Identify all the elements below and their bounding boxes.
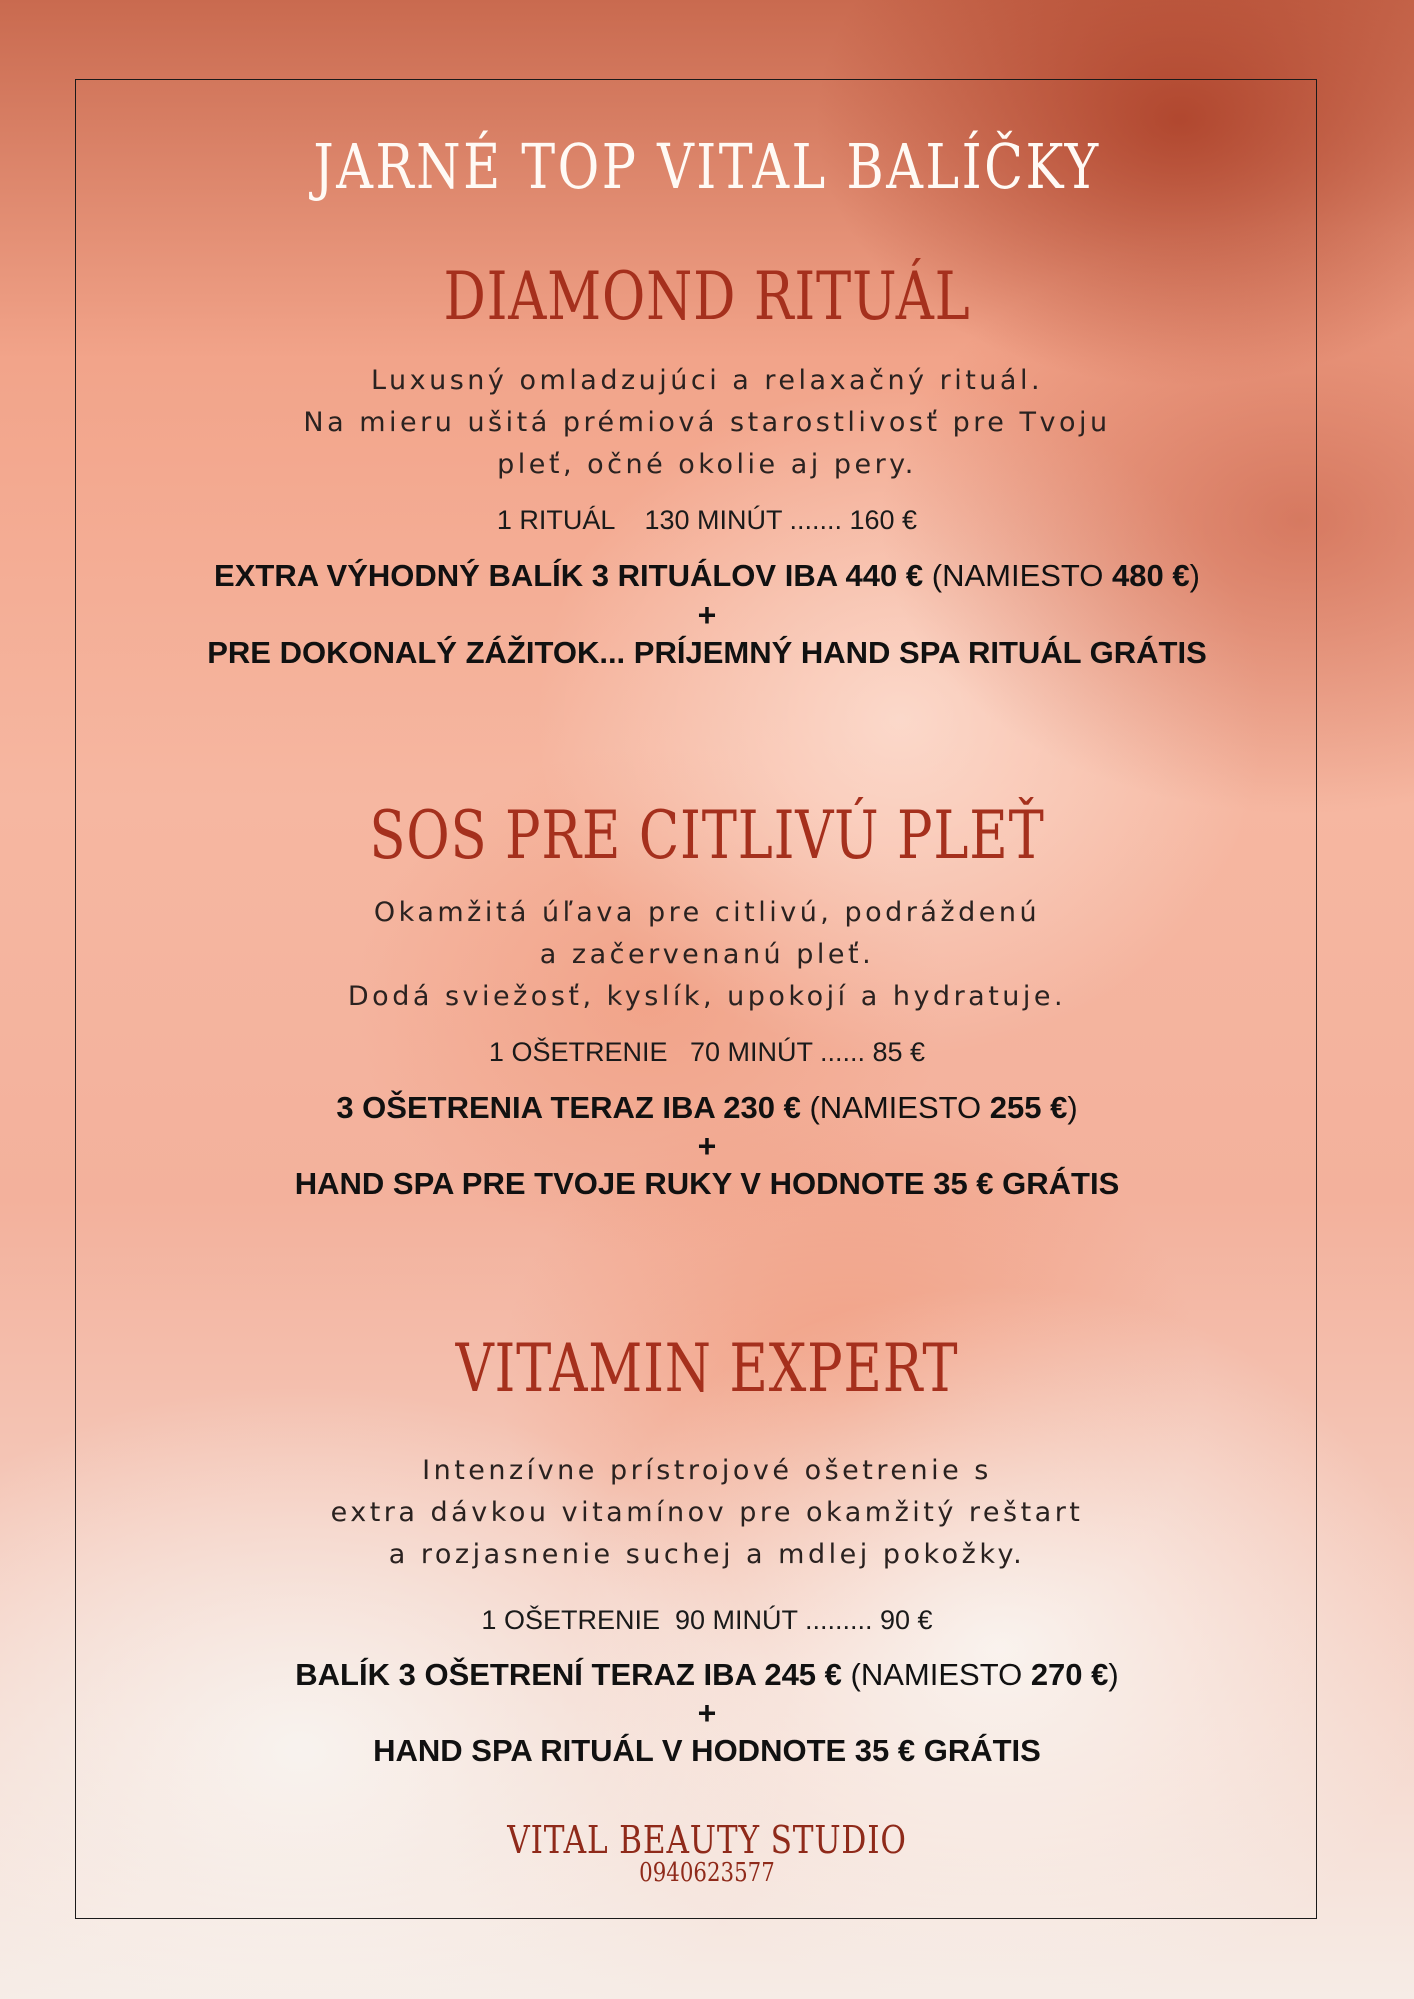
offer-instead-label: (NAMIESTO [923,558,1113,593]
bonus-line: HAND SPA RITUÁL V HODNOTE 35 € GRÁTIS [373,1733,1041,1768]
package-offer [0,558,1414,594]
section-title: DIAMOND RITUÁL [443,258,971,335]
single-price-line: 1 OŠETRENIE 70 MINÚT ...... 85 € [488,1037,926,1067]
offer-old-price: 480 € [1112,558,1190,593]
section-description [0,360,1414,486]
description-line: Luxusný omladzujúci a relaxačný rituál. [370,365,1044,396]
plus-sign: + [697,1128,717,1164]
bonus-line: HAND SPA PRE TVOJE RUKY V HODNOTE 35 € GRÁTIS [294,1166,1120,1201]
studio-name: VITAL BEAUTY STUDIO [507,1818,907,1862]
description-line: extra dávkou vitamínov pre okamžitý reštart [330,1497,1084,1528]
offer-headline: BALÍK 3 OŠETRENÍ TERAZ IBA 245 € [295,1657,842,1692]
description-line: Dodá sviežosť, kyslík, upokojí a hydratuje. [347,981,1067,1012]
description-line: Na mieru ušitá prémiová starostlivosť pre Tvoju [303,407,1111,438]
offer-old-price: 255 € [989,1090,1068,1125]
offer-paren-close: ) [1067,1090,1078,1125]
offer-headline: 3 OŠETRENIA TERAZ IBA 230 € [336,1090,801,1125]
offer-paren-close: ) [1108,1657,1119,1692]
bonus-line: PRE DOKONALÝ ZÁŽITOK... PRÍJEMNÝ HAND SPA RITUÁL GRÁTIS [207,635,1207,670]
offer-instead-label: (NAMIESTO [841,1657,1031,1692]
phone-number: 0940623577 [639,1858,775,1888]
single-price-line: 1 OŠETRENIE 90 MINÚT ......... 90 € [481,1605,933,1635]
section-description [0,892,1414,1018]
section-title: SOS PRE CITLIVÚ PLEŤ [369,797,1045,874]
offer-headline: EXTRA VÝHODNÝ BALÍK 3 RITUÁLOV IBA 440 € [214,558,924,593]
package-offer [0,1657,1414,1693]
description-line: a začervenanú pleť. [539,939,875,970]
offer-paren-close: ) [1189,558,1200,593]
offer-old-price: 270 € [1030,1657,1109,1692]
description-line: Okamžitá úľava pre citlivú, podráždenú [373,897,1041,928]
section-description [0,1450,1414,1576]
plus-sign: + [697,1695,717,1731]
page-title: JARNÉ TOP VITAL BALÍČKY [313,130,1101,203]
section-title: VITAMIN EXPERT [455,1330,959,1407]
offer-instead-label: (NAMIESTO [800,1090,990,1125]
plus-sign: + [697,597,717,633]
description-line: a rozjasnenie suchej a mdlej pokožky. [388,1539,1026,1570]
description-line: Intenzívne prístrojové ošetrenie s [422,1455,992,1486]
single-price-line: 1 RITUÁL 130 MINÚT ....... 160 € [496,505,918,535]
package-offer [0,1090,1414,1126]
description-line: pleť, očné okolie aj pery. [497,449,917,480]
